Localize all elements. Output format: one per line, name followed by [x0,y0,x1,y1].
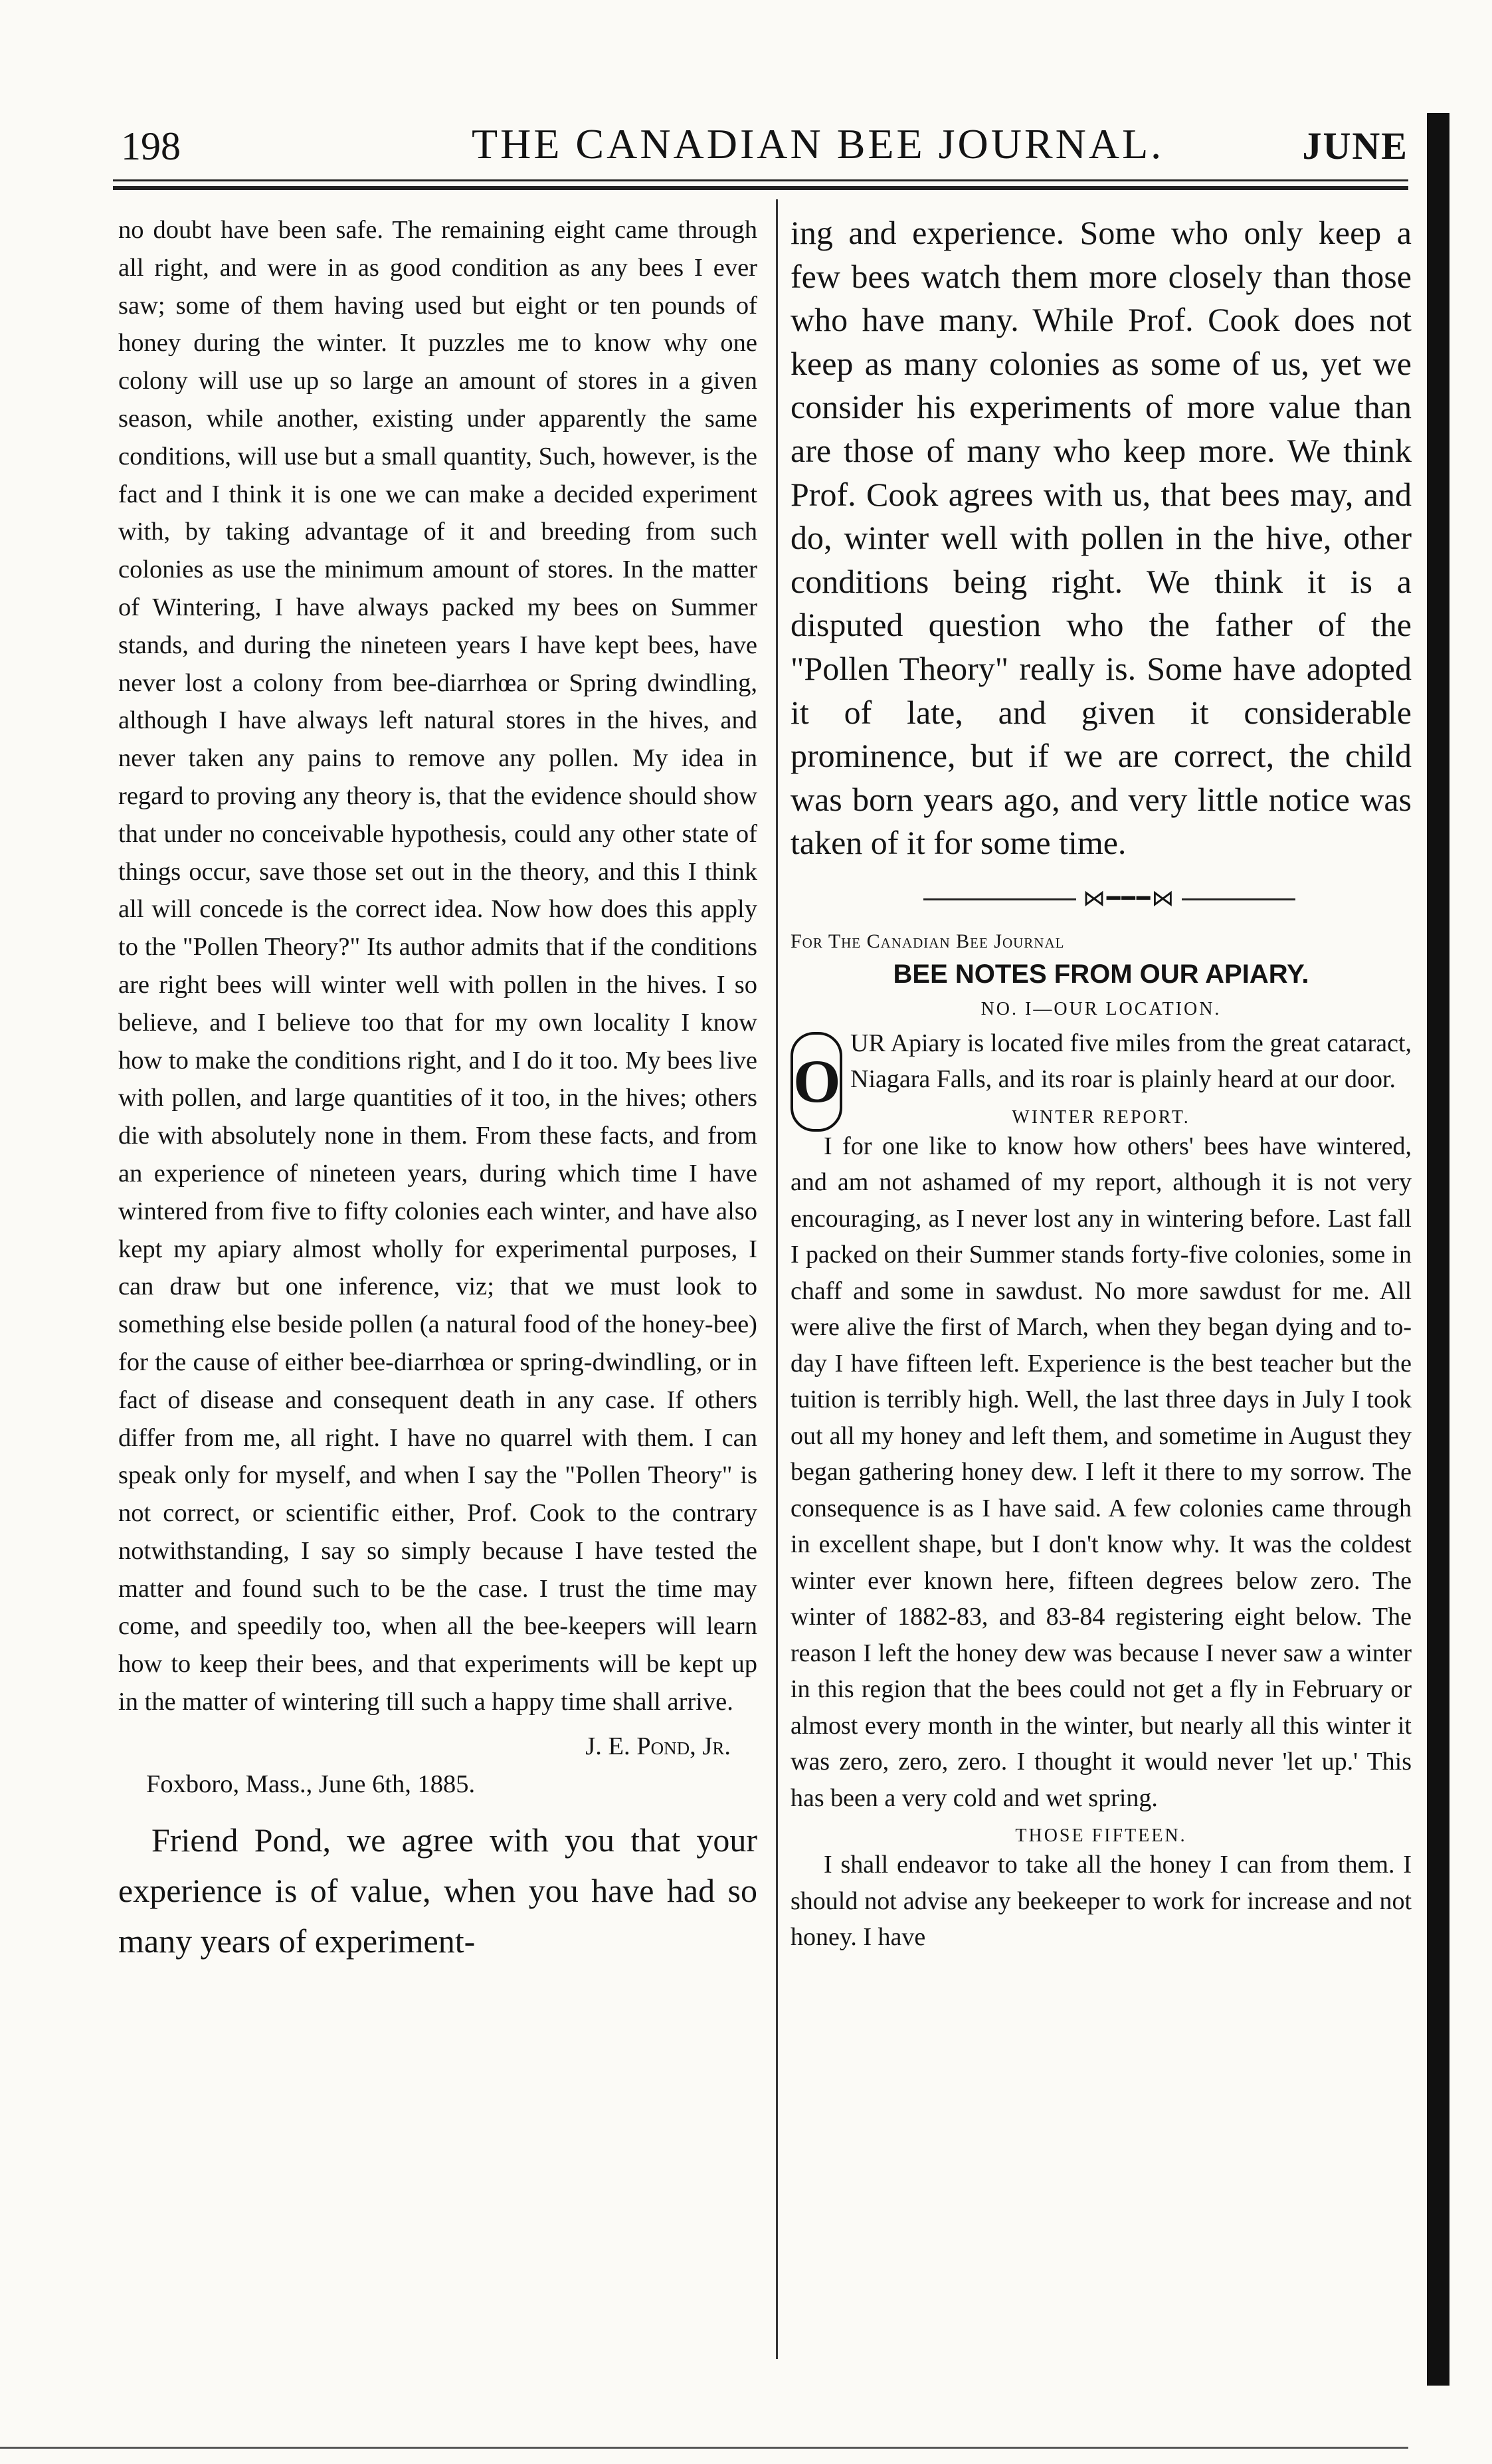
header-rule-thin [113,179,1408,181]
place-and-date: Foxboro, Mass., June 6th, 1885. [146,1770,476,1798]
issue-month: JUNE [1302,124,1408,167]
winter-report-heading: WINTER REPORT. [1012,1106,1190,1128]
editorial-reply: Friend Pond, we agree with you that your experience is of value, when you have had so many years of experiment- [118,1821,757,1960]
location-paragraph [791,1025,1412,1115]
those-fifteen-heading: THOSE FIFTEEN. [1015,1825,1187,1847]
winter-report-text: I for one like to know how others' bees have wintered, and am not ashamed of my report, although it is not very encouraging, as I never lost any in wintering before. Last fall I packed on their Summer stands forty-five colonies, some in chaff and some in sawdust. No more sawdust for me. All were alive the first of March, when they began dying and to-day I have fifteen left. Experience is the best teacher but the tuition is terribly high. Well, the last three days in July I took out all my honey and left them, and sometime in August they began gathering honey dew. I left it there to my sorrow. The consequence is as I have said. A few colonies came through in excellent shape, but I don't know why. It was the coldest winter ever known here, fifteen degrees below zero. The winter of 1882-83, and 83-84 registering eight below. The reason I left the honey dew was because I never saw a winter in this region that the bees could not get a fly in February or almost every month in the winter, but nearly all this winter it was zero, zero, zero. I thought it would never 'let up.' This has been a very cold and wet spring. [791,1132,1412,1812]
right-column [791,211,1412,1956]
page-edge-shadow [1427,113,1449,2386]
footer-rule [0,2447,1408,2449]
article-subhead: NO. I—OUR LOCATION. [980,998,1222,1019]
those-fifteen-text: I shall endeavor to take all the honey I can from them. I should not advise any beekeeper to work for increase and not honey. I have [791,1851,1412,1952]
author-signature: J. E. Pond, Jr. [585,1732,731,1760]
article-headline: BEE NOTES FROM OUR APIARY. [893,959,1309,989]
section-ornament [791,878,1412,918]
drop-cap-letter: O [791,1032,842,1132]
editorial-reply-continued: ing and experience. Some who only keep a few bees watch them more closely than those who have many. While Prof. Cook does not keep as many colonies as some of us, yet we consider his experiments of more value than are those of many who keep more. We think Prof. Cook agrees with us, that bees may, and do, winter well with pollen in the hive, other conditions being right. We think it is a disputed question who the father of the "Pollen Theory" really is. Some have adopted it of late, and given it considerable prominence, but if we are correct, the child was born years ago, and very little notice was taken of it for some time. [791,214,1412,862]
letter-body: no doubt have been safe. The remaining eight came through all right, and were in as good condition as any bees I ever saw; some of them having used but eight or ten pounds of honey during the winter. It puzzles me to know why one colony will use up so large an amount of stores in a given season, while another, existing under apparently the same conditions, will use but a small quantity, Such, however, is the fact and I think it is one we can make a decided experiment with, by taking advantage of it and breeding from such colonies as use the minimum amount of stores. In the matter of Wintering, I have always packed my bees on Summer stands, and during the nineteen years I have kept bees, have never lost a colony from bee-diarrhœa or Spring dwindling, although I have always left natural stores in the hives, and never taken any pains to remove any pollen. My idea in regard to proving any theory is, that the evidence should show that under no conceivable hypothesis, could any other state of things occur, save those set out in the theory, and this I think all will concede is the correct idea. Now how does this apply to the "Pollen Theory?" Its author admits that if the conditions are right bees will winter well with pollen in the hives. I so believe, and I believe too that for my own locality I know how to make the conditions right, and I do it too. My bees live with pollen, and large quantities of it too, in the hives; others die with absolutely none in them. From these facts, and from an experience of nineteen years, during which time I have wintered from five to fifty colonies each winter, and have also kept my apiary almost wholly for experimental purposes, I can draw but one inference, viz; that we must look to something else beside pollen (a natural food of the honey-bee) for the cause of either bee-diarrhœa or spring-dwindling, or in fact of disease and consequent death in any case. If others differ from me, all right. I have no quarrel with them. I can speak only for myself, and when I say the "Pollen Theory" is not correct, or scientific either, Prof. Cook to the contrary notwithstanding, I say so simply because I have tested the matter and found such to be the case. I trust the time may come, and speedily too, when all the bee-keepers will learn how to keep their bees, and that experiments will be kept up in the matter of wintering till such a happy time shall arrive. [118,216,757,1716]
header-rule-thick [113,186,1408,190]
ornament-mark: ⋈━━━⋈ [1076,885,1182,912]
column-divider [776,199,778,2359]
location-text: UR Apiary is located five miles from the great cataract, Niagara Falls, and its roar is plainly heard at our door. [850,1029,1412,1094]
page-number: 198 [121,124,181,168]
for-journal-line: For The Canadian Bee Journal [791,930,1065,952]
journal-title: THE CANADIAN BEE JOURNAL. [472,120,1165,167]
page-header [113,120,1408,179]
left-column [118,211,757,1966]
